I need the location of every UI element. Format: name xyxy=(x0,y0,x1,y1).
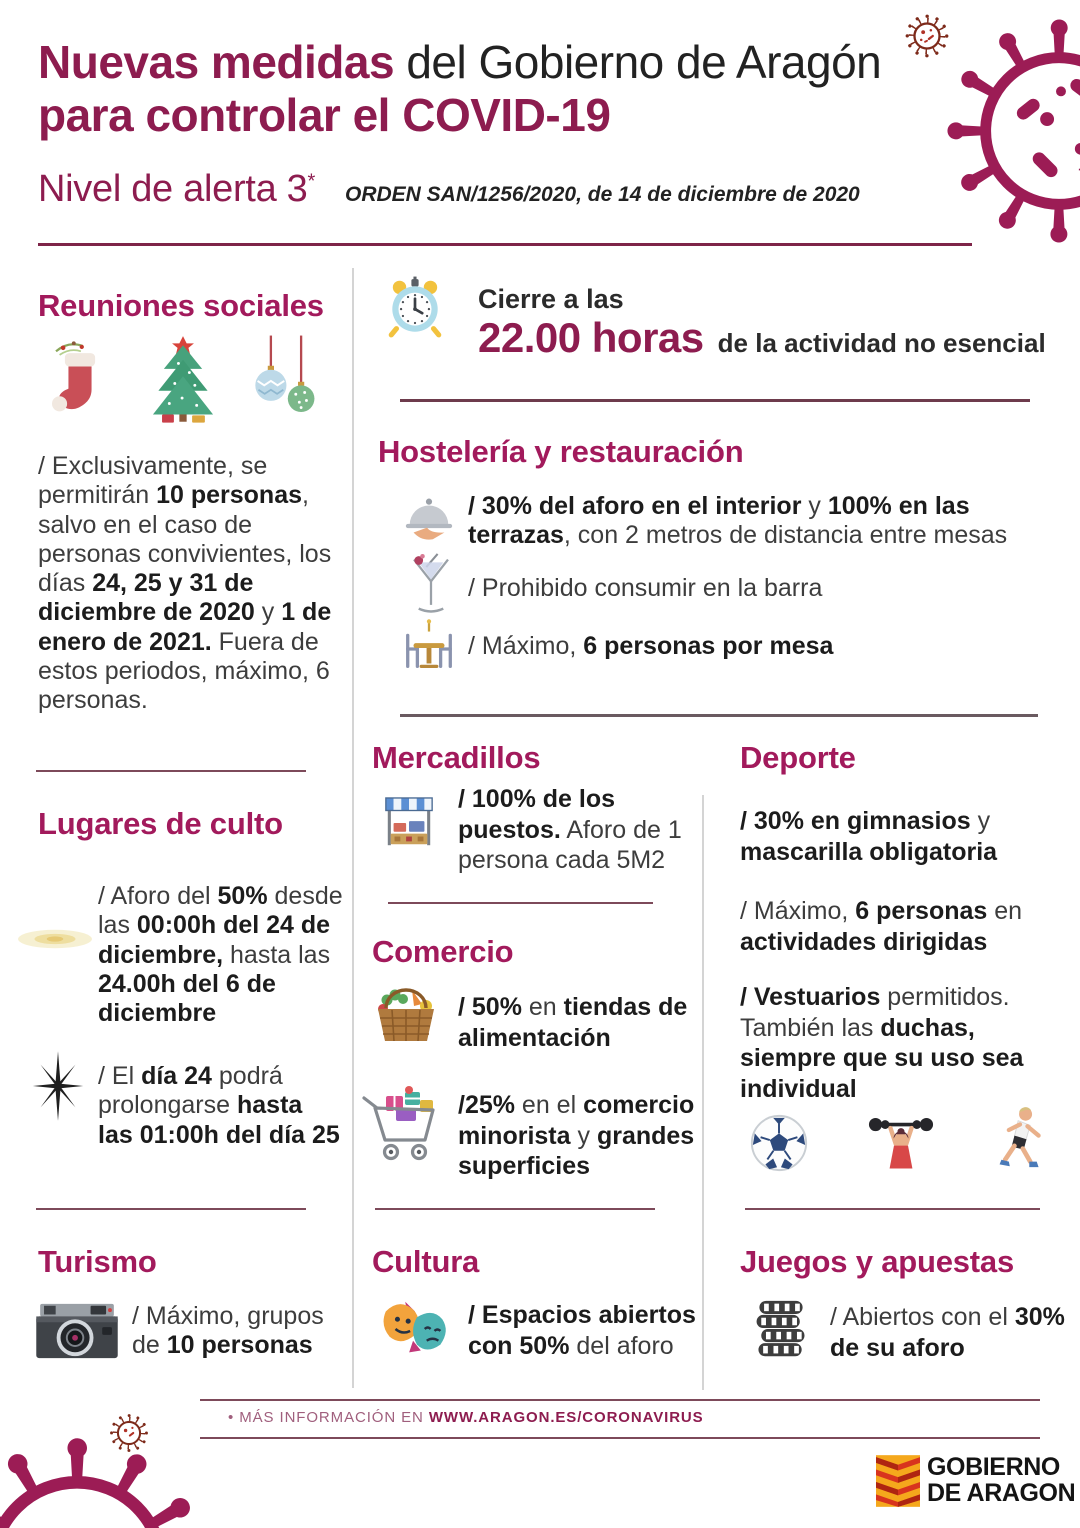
table-chairs-icon xyxy=(398,618,460,678)
virus-icon-large xyxy=(942,14,1080,248)
reuniones-body: / Exclusivamente, se permitirán 10 personas, salvo en el caso de personas convivientes, los días 24, 25 y 31 de diciembre de 2020 y 1 de enero de 2021. Fuera de estos periodos, máximo, 6 personas. xyxy=(38,452,332,714)
section-title-deporte: Deporte xyxy=(740,740,856,775)
hosteleria-item-2: / Prohibido consumir en la barra xyxy=(468,574,823,602)
gobierno-aragon-logo xyxy=(876,1455,1075,1507)
star-icon xyxy=(26,1048,90,1124)
market-stall-icon xyxy=(382,794,436,854)
christmas-ornaments-icon xyxy=(246,334,326,426)
divider-juegos xyxy=(745,1208,1040,1210)
comercio-item-1: / 50% en tiendas de alimentación xyxy=(458,993,688,1052)
grocery-basket-icon xyxy=(372,984,440,1048)
alert-asterisk: * xyxy=(307,170,315,193)
weightlifting-icon xyxy=(858,1107,944,1179)
virus-icon-small-bottom xyxy=(106,1410,152,1456)
section-title-hosteleria: Hostelería y restauración xyxy=(378,434,744,469)
comercio-item-2: /25% en el comercio minorista y grandes superficies xyxy=(458,1091,695,1180)
cocktail-icon xyxy=(406,552,456,620)
footer-rule-bottom xyxy=(200,1437,1040,1439)
footer-bullet: • xyxy=(228,1409,235,1426)
deporte-item-3: / Vestuarios permitidos. También las duchas, siempre que su uso sea individual xyxy=(740,983,1024,1103)
lugares-item-2: / El día 24 podrá prolongarse hasta las 01:00h del día 25 xyxy=(98,1062,340,1149)
closing-rest: de la actividad no esencial xyxy=(717,328,1046,358)
aragon-flag-icon xyxy=(876,1455,920,1507)
runner-icon xyxy=(992,1104,1048,1182)
lugares-item-1: / Aforo del 50% desde las 00:00h del 24 de diciembre, hasta las 24.00h del 6 de diciembre xyxy=(98,882,343,1027)
deporte-item-1: / 30% en gimnasios y mascarilla obligatoria xyxy=(740,807,998,866)
virus-icon-small xyxy=(901,10,953,62)
juegos-item-1: / Abiertos con el 30% de su aforo xyxy=(830,1303,1065,1362)
section-title-lugares: Lugares de culto xyxy=(38,806,283,841)
serving-cloche-icon xyxy=(402,490,456,548)
header-rule xyxy=(38,243,972,246)
candle-glow-icon xyxy=(16,926,94,952)
deporte-item-2: / Máximo, 6 personas en actividades dirigidas xyxy=(740,897,1023,956)
section-title-comercio: Comercio xyxy=(372,934,514,969)
section-title-reuniones: Reuniones sociales xyxy=(38,288,324,323)
section-title-cultura: Cultura xyxy=(372,1244,480,1279)
column-divider-left xyxy=(352,268,354,1388)
shopping-cart-icon xyxy=(360,1082,448,1170)
poker-chips-icon xyxy=(750,1296,812,1362)
footer-info-prefix: MÁS INFORMACIÓN EN xyxy=(239,1409,429,1426)
closing-time: 22.00 horas xyxy=(478,314,704,361)
order-reference: ORDEN SAN/1256/2020, de 14 de diciembre de 2020 xyxy=(344,183,860,206)
alarm-clock-icon xyxy=(382,274,448,340)
divider-cultura xyxy=(375,1208,655,1210)
divider-comercio xyxy=(388,902,653,904)
footer-info xyxy=(228,1409,704,1426)
christmas-stocking-icon xyxy=(40,330,120,426)
turismo-item-1: / Máximo, grupos de 10 personas xyxy=(132,1302,324,1360)
camera-icon xyxy=(34,1298,120,1362)
divider-turismo xyxy=(36,1208,306,1210)
logo-line-1: GOBIERNO xyxy=(927,1453,1060,1482)
logo-line-2: DE ARAGON xyxy=(927,1479,1076,1507)
footer-rule-top xyxy=(200,1399,1040,1401)
divider-closing xyxy=(400,399,1030,402)
hosteleria-item-1: / 30% del aforo en el interior y 100% en las terrazas, con 2 metros de distancia entre mesas xyxy=(468,492,1008,550)
divider-grid-top xyxy=(400,714,1038,717)
page-title: Nuevas medidas del Gobierno de Aragón para controlar el COVID-19 xyxy=(38,36,882,142)
section-title-juegos: Juegos y apuestas xyxy=(740,1244,1014,1279)
footer-info-url: WWW.ARAGON.ES/CORONAVIRUS xyxy=(428,1409,704,1426)
section-title-turismo: Turismo xyxy=(38,1244,157,1279)
soccer-ball-icon xyxy=(748,1112,810,1174)
cultura-item-1: / Espacios abiertos con 50% del aforo xyxy=(468,1301,696,1360)
hosteleria-item-3: / Máximo, 6 personas por mesa xyxy=(468,632,834,660)
christmas-tree-icon xyxy=(142,330,224,426)
divider-lugares xyxy=(36,770,306,772)
closing-intro: Cierre a las xyxy=(478,284,624,314)
alert-level-label: Nivel de alerta 3* xyxy=(38,168,315,210)
section-title-mercadillos: Mercadillos xyxy=(372,740,541,775)
theater-masks-icon xyxy=(376,1290,454,1368)
mercadillos-item-1: / 100% de los puestos. Aforo de 1 persona cada 5M2 xyxy=(458,785,682,874)
